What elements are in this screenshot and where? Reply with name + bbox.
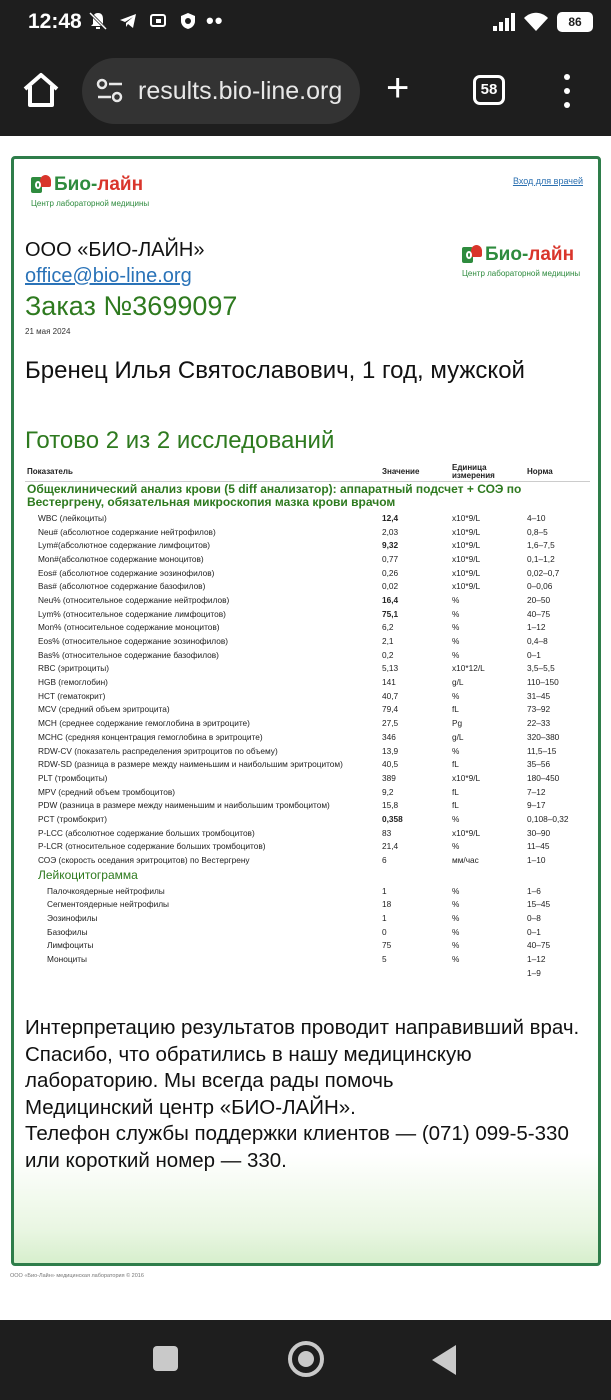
indicator-norm: 40–75 <box>527 608 551 619</box>
footer-line-phone: Телефон службы поддержки клиентов — (071) 099-5-330 или короткий номер — 330. <box>25 1122 569 1172</box>
indicator-unit: % <box>452 926 460 937</box>
indicator-norm: 0,4–8 <box>527 636 548 647</box>
indicator-name: HCT (гематокрит) <box>38 690 106 701</box>
indicator-norm: 73–92 <box>527 704 551 715</box>
indicator-value: 141 <box>382 677 396 688</box>
table-row <box>25 798 590 812</box>
table-row <box>25 840 590 854</box>
indicator-value: 13,9 <box>382 745 399 756</box>
header-logo <box>462 245 574 265</box>
indicator-name: MCHC (средняя концентрация гемоглобина в эритроците) <box>38 731 263 742</box>
email-link[interactable]: office@bio-line.org <box>25 265 192 287</box>
table-row <box>25 634 590 648</box>
org-name: ООО «БИО-ЛАЙН» <box>25 239 205 261</box>
section-row <box>25 481 590 511</box>
indicator-unit: fL <box>452 786 459 797</box>
table-row <box>25 757 590 771</box>
home-icon[interactable] <box>22 72 60 108</box>
empty-cell <box>25 966 380 980</box>
indicator-value: 40,7 <box>382 690 399 701</box>
more-notifications-icon: •• <box>206 8 224 33</box>
tab-count-button[interactable]: 58 <box>473 75 505 105</box>
table-row <box>25 538 590 552</box>
table-row <box>25 812 590 826</box>
indicator-norm: 0,8–5 <box>527 526 548 537</box>
home-circle-icon[interactable] <box>288 1341 324 1377</box>
indicator-unit: Pg <box>452 718 463 729</box>
indicator-unit: % <box>452 954 460 965</box>
col-header-norm: Норма <box>525 463 590 481</box>
telegram-icon <box>118 11 138 31</box>
back-icon[interactable] <box>432 1345 456 1375</box>
indicator-value: 0,358 <box>382 813 403 824</box>
table-row <box>25 675 590 689</box>
results-table <box>25 463 590 980</box>
indicator-unit: g/L <box>452 677 464 688</box>
indicator-norm: 0–0,06 <box>527 581 553 592</box>
indicator-value: 1 <box>382 885 387 896</box>
system-icons <box>493 12 593 32</box>
col-header-value: Значение <box>380 463 450 481</box>
table-row <box>25 939 590 953</box>
logo-subtitle: Центр лабораторной медицины <box>31 199 150 208</box>
col-header-unit: Единица измерения <box>450 463 525 481</box>
table-row <box>25 771 590 785</box>
indicator-name: PCT (тромбокрит) <box>38 813 107 824</box>
indicator-value: 12,4 <box>382 512 399 523</box>
indicator-name: Eos# (абсолютное содержание эозинофилов) <box>38 567 215 578</box>
ready-status: Готово 2 из 2 исследований <box>25 427 335 454</box>
indicator-unit: % <box>452 841 460 852</box>
indicator-norm: 1–12 <box>527 622 546 633</box>
indicator-norm: 20–50 <box>527 594 551 605</box>
table-header-row <box>25 463 590 481</box>
indicator-name: HGB (гемоглобин) <box>38 677 108 688</box>
battery-icon: 86 <box>557 12 593 32</box>
indicator-value: 6,2 <box>382 622 394 633</box>
indicator-norm: 11,5–15 <box>527 745 557 756</box>
table-row <box>25 884 590 898</box>
indicator-unit: % <box>452 594 460 605</box>
doctor-login-link[interactable]: Вход для врачей <box>512 176 583 186</box>
logo-name: Био-лайн <box>54 174 144 195</box>
results-body <box>25 481 590 980</box>
indicator-name: PDW (разница в размере между наименьшим и наибольшим тромбоцитом) <box>38 800 330 811</box>
indicator-unit: fL <box>452 704 459 715</box>
footer-message <box>25 1015 590 1174</box>
copyright: ООО «Био-Лайн» медицинская лаборатория © 2016 <box>10 1273 144 1279</box>
indicator-unit: мм/час <box>452 855 479 866</box>
indicator-value: 40,5 <box>382 759 399 770</box>
indicator-norm: 1–6 <box>527 885 541 896</box>
indicator-name: WBC (лейкоциты) <box>38 512 107 523</box>
indicator-value: 0,02 <box>382 581 399 592</box>
table-row <box>25 689 590 703</box>
indicator-norm: 320–380 <box>527 731 560 742</box>
indicator-value: 79,4 <box>382 704 399 715</box>
web-page <box>0 136 611 1320</box>
indicator-norm: 0–8 <box>527 913 541 924</box>
bio-line-logo-icon <box>462 245 482 265</box>
indicator-value: 9,32 <box>382 540 399 551</box>
indicator-value: 5 <box>382 954 387 965</box>
indicator-norm: 9–17 <box>527 800 546 811</box>
indicator-unit: x10*9/L <box>452 512 481 523</box>
indicator-unit: % <box>452 899 460 910</box>
indicator-unit: fL <box>452 800 459 811</box>
table-row <box>25 730 590 744</box>
indicator-value: 0 <box>382 926 387 937</box>
indicator-unit: x10*9/L <box>452 772 481 783</box>
table-row <box>25 593 590 607</box>
indicator-value: 5,13 <box>382 663 399 674</box>
indicator-norm: 0,1–1,2 <box>527 553 555 564</box>
indicator-norm: 1,6–7,5 <box>527 540 555 551</box>
table-row <box>25 703 590 717</box>
indicator-value: 2,1 <box>382 636 394 647</box>
table-row <box>25 826 590 840</box>
bio-line-logo-icon <box>31 175 51 195</box>
table-row <box>25 511 590 525</box>
table-row <box>25 579 590 593</box>
signal-icon <box>493 13 515 31</box>
indicator-name: RDW-CV (показатель распределения эритроцитов по объему) <box>38 745 278 756</box>
indicator-name: P-LCC (абсолютное содержание больших тромбоцитов) <box>38 827 255 838</box>
footer-line-thanks: Спасибо, что обратились в нашу медицинскую лабораторию. Мы всегда рады помочь <box>25 1042 472 1092</box>
indicator-norm: 40–75 <box>527 940 551 951</box>
indicator-norm: 0–1 <box>527 649 541 660</box>
indicator-value: 9,2 <box>382 786 394 797</box>
table-row <box>25 662 590 676</box>
site-settings-icon[interactable] <box>96 78 124 104</box>
indicator-unit: % <box>452 885 460 896</box>
indicator-name: СОЭ (скорость оседания эритроцитов) по Вестергрену <box>38 855 250 866</box>
indicator-norm: 31–45 <box>527 690 551 701</box>
table-row <box>25 525 590 539</box>
indicator-value: 389 <box>382 772 396 783</box>
order-number: Заказ №3699097 <box>25 291 238 321</box>
indicator-name: Bas% (относительное содержание базофилов) <box>38 649 219 660</box>
indicator-name: Лимфоциты <box>47 940 94 951</box>
mute-bell-icon <box>88 11 108 31</box>
indicator-name: RDW-SD (разница в размере между наименьшим и наибольшим эритроцитом) <box>38 759 343 770</box>
logo-name: Био-лайн <box>485 244 575 265</box>
system-nav-bar <box>0 1320 611 1400</box>
indicator-value: 6 <box>382 855 387 866</box>
table-row <box>25 911 590 925</box>
indicator-unit: x10*9/L <box>452 567 481 578</box>
indicator-value: 75 <box>382 940 392 951</box>
empty-cell <box>380 966 450 980</box>
indicator-unit: % <box>452 913 460 924</box>
table-row <box>25 785 590 799</box>
indicator-name: Lym#(абсолютное содержание лимфоцитов) <box>38 540 211 551</box>
indicator-norm: 35–56 <box>527 759 551 770</box>
indicator-unit: x10*12/L <box>452 663 485 674</box>
indicator-name: Палочкоядерные нейтрофилы <box>47 885 165 896</box>
indicator-unit: % <box>452 649 460 660</box>
indicator-name: Эозинофилы <box>47 913 98 924</box>
indicator-value: 83 <box>382 827 392 838</box>
indicator-norm: 180–450 <box>527 772 560 783</box>
section-title: Общеклинический анализ крови (5 diff анализатор): аппаратный подсчет + СОЭ по Вестергрену, обязательная микроскопия мазка крови врачом <box>27 482 522 510</box>
url-text[interactable]: results.bio-line.org <box>138 77 343 105</box>
site-logo[interactable] <box>31 175 143 195</box>
indicator-name: PLT (тромбоциты) <box>38 772 108 783</box>
indicator-name: Сегментоядерные нейтрофилы <box>47 899 170 910</box>
indicator-norm: 15–45 <box>527 899 551 910</box>
table-row <box>25 716 590 730</box>
indicator-value: 16,4 <box>382 594 399 605</box>
recents-icon[interactable] <box>153 1346 178 1371</box>
indicator-norm: 22–33 <box>527 718 551 729</box>
indicator-unit: x10*9/L <box>452 526 481 537</box>
table-row <box>25 952 590 966</box>
indicator-unit: % <box>452 608 460 619</box>
indicator-unit: x10*9/L <box>452 827 481 838</box>
result-card <box>11 156 601 1266</box>
table-row <box>25 898 590 912</box>
indicator-name: Базофилы <box>47 926 88 937</box>
indicator-unit: x10*9/L <box>452 540 481 551</box>
subsection-row <box>25 867 590 884</box>
empty-cell <box>450 966 525 980</box>
indicator-unit: % <box>452 813 460 824</box>
indicator-norm: 7–12 <box>527 786 546 797</box>
patient-info: Бренец Илья Святославович, 1 год, мужской <box>25 357 525 384</box>
indicator-unit: % <box>452 940 460 951</box>
table-row <box>25 853 590 867</box>
col-header-indicator: Показатель <box>25 463 380 481</box>
status-bar <box>0 0 611 48</box>
indicator-norm: 30–90 <box>527 827 551 838</box>
logo-subtitle: Центр лабораторной медицины <box>462 269 581 278</box>
indicator-name: Neu% (относительное содержание нейтрофилов) <box>38 594 230 605</box>
indicator-value: 15,8 <box>382 800 399 811</box>
table-row <box>25 966 590 980</box>
indicator-value: 75,1 <box>382 608 399 619</box>
indicator-norm: 0–1 <box>527 926 541 937</box>
indicator-value: 27,5 <box>382 718 399 729</box>
indicator-norm: 0,108–0,32 <box>527 813 569 824</box>
indicator-value: 21,4 <box>382 841 399 852</box>
footer-line-center: Медицинский центр «БИО-ЛАЙН». <box>25 1095 356 1119</box>
indicator-value: 0,77 <box>382 553 399 564</box>
indicator-name: MPV (средний объем тромбоцитов) <box>38 786 176 797</box>
indicator-name: Bas# (абсолютное содержание базофилов) <box>38 581 206 592</box>
table-row <box>25 552 590 566</box>
browser-toolbar <box>0 48 611 136</box>
indicator-value: 1 <box>382 913 387 924</box>
table-row <box>25 607 590 621</box>
address-bar[interactable] <box>82 58 360 124</box>
indicator-unit: % <box>452 745 460 756</box>
indicator-unit: % <box>452 636 460 647</box>
table-row <box>25 925 590 939</box>
indicator-value: 18 <box>382 899 392 910</box>
table-row <box>25 648 590 662</box>
indicator-norm: 3,5–5,5 <box>527 663 555 674</box>
status-time: 12:48 <box>28 10 82 33</box>
indicator-norm: 11–45 <box>527 841 550 852</box>
indicator-name: MCH (среднее содержание гемоглобина в эритроците) <box>38 718 250 729</box>
indicator-value: 346 <box>382 731 396 742</box>
indicator-norm: 0,02–0,7 <box>527 567 560 578</box>
indicator-name: Neu# (абсолютное содержание нейтрофилов) <box>38 526 216 537</box>
wifi-icon <box>523 12 549 32</box>
indicator-name: Mon% (относительное содержание моноцитов) <box>38 622 220 633</box>
indicator-unit: % <box>452 622 460 633</box>
shield-phone-icon <box>178 11 198 31</box>
indicator-value: 2,03 <box>382 526 399 537</box>
indicator-unit: g/L <box>452 731 464 742</box>
subsection-title: Лейкоцитограмма <box>38 868 138 883</box>
indicator-unit: % <box>452 690 460 701</box>
indicator-name: Моноциты <box>47 954 87 965</box>
notification-icons <box>88 11 198 31</box>
indicator-unit: x10*9/L <box>452 581 481 592</box>
indicator-norm: 110–150 <box>527 677 559 688</box>
indicator-name: P-LCR (относительное содержание больших тромбоцитов) <box>38 841 266 852</box>
indicator-name: RBC (эритроциты) <box>38 663 110 674</box>
indicator-norm: 1–9 <box>527 967 541 978</box>
indicator-value: 0,2 <box>382 649 394 660</box>
indicator-unit: x10*9/L <box>452 553 481 564</box>
footer-line-interpretation: Интерпретацию результатов проводит направивший врач. <box>25 1016 580 1039</box>
table-row <box>25 744 590 758</box>
indicator-name: Eos% (относительное содержание эозинофилов) <box>38 636 228 647</box>
indicator-name: MCV (средний объем эритроцита) <box>38 704 170 715</box>
indicator-norm: 4–10 <box>527 512 546 523</box>
indicator-unit: fL <box>452 759 459 770</box>
indicator-norm: 1–10 <box>527 855 546 866</box>
indicator-name: Mon#(абсолютное содержание моноцитов) <box>38 553 204 564</box>
new-tab-icon[interactable]: + <box>386 66 410 110</box>
order-date: 21 мая 2024 <box>25 327 71 336</box>
indicator-norm: 1–12 <box>527 954 546 965</box>
table-row <box>25 566 590 580</box>
table-row <box>25 621 590 635</box>
indicator-name: Lym% (относительное содержание лимфоцитов) <box>38 608 226 619</box>
overflow-menu-icon[interactable] <box>562 74 572 108</box>
indicator-value: 0,26 <box>382 567 399 578</box>
cast-icon <box>148 11 168 31</box>
